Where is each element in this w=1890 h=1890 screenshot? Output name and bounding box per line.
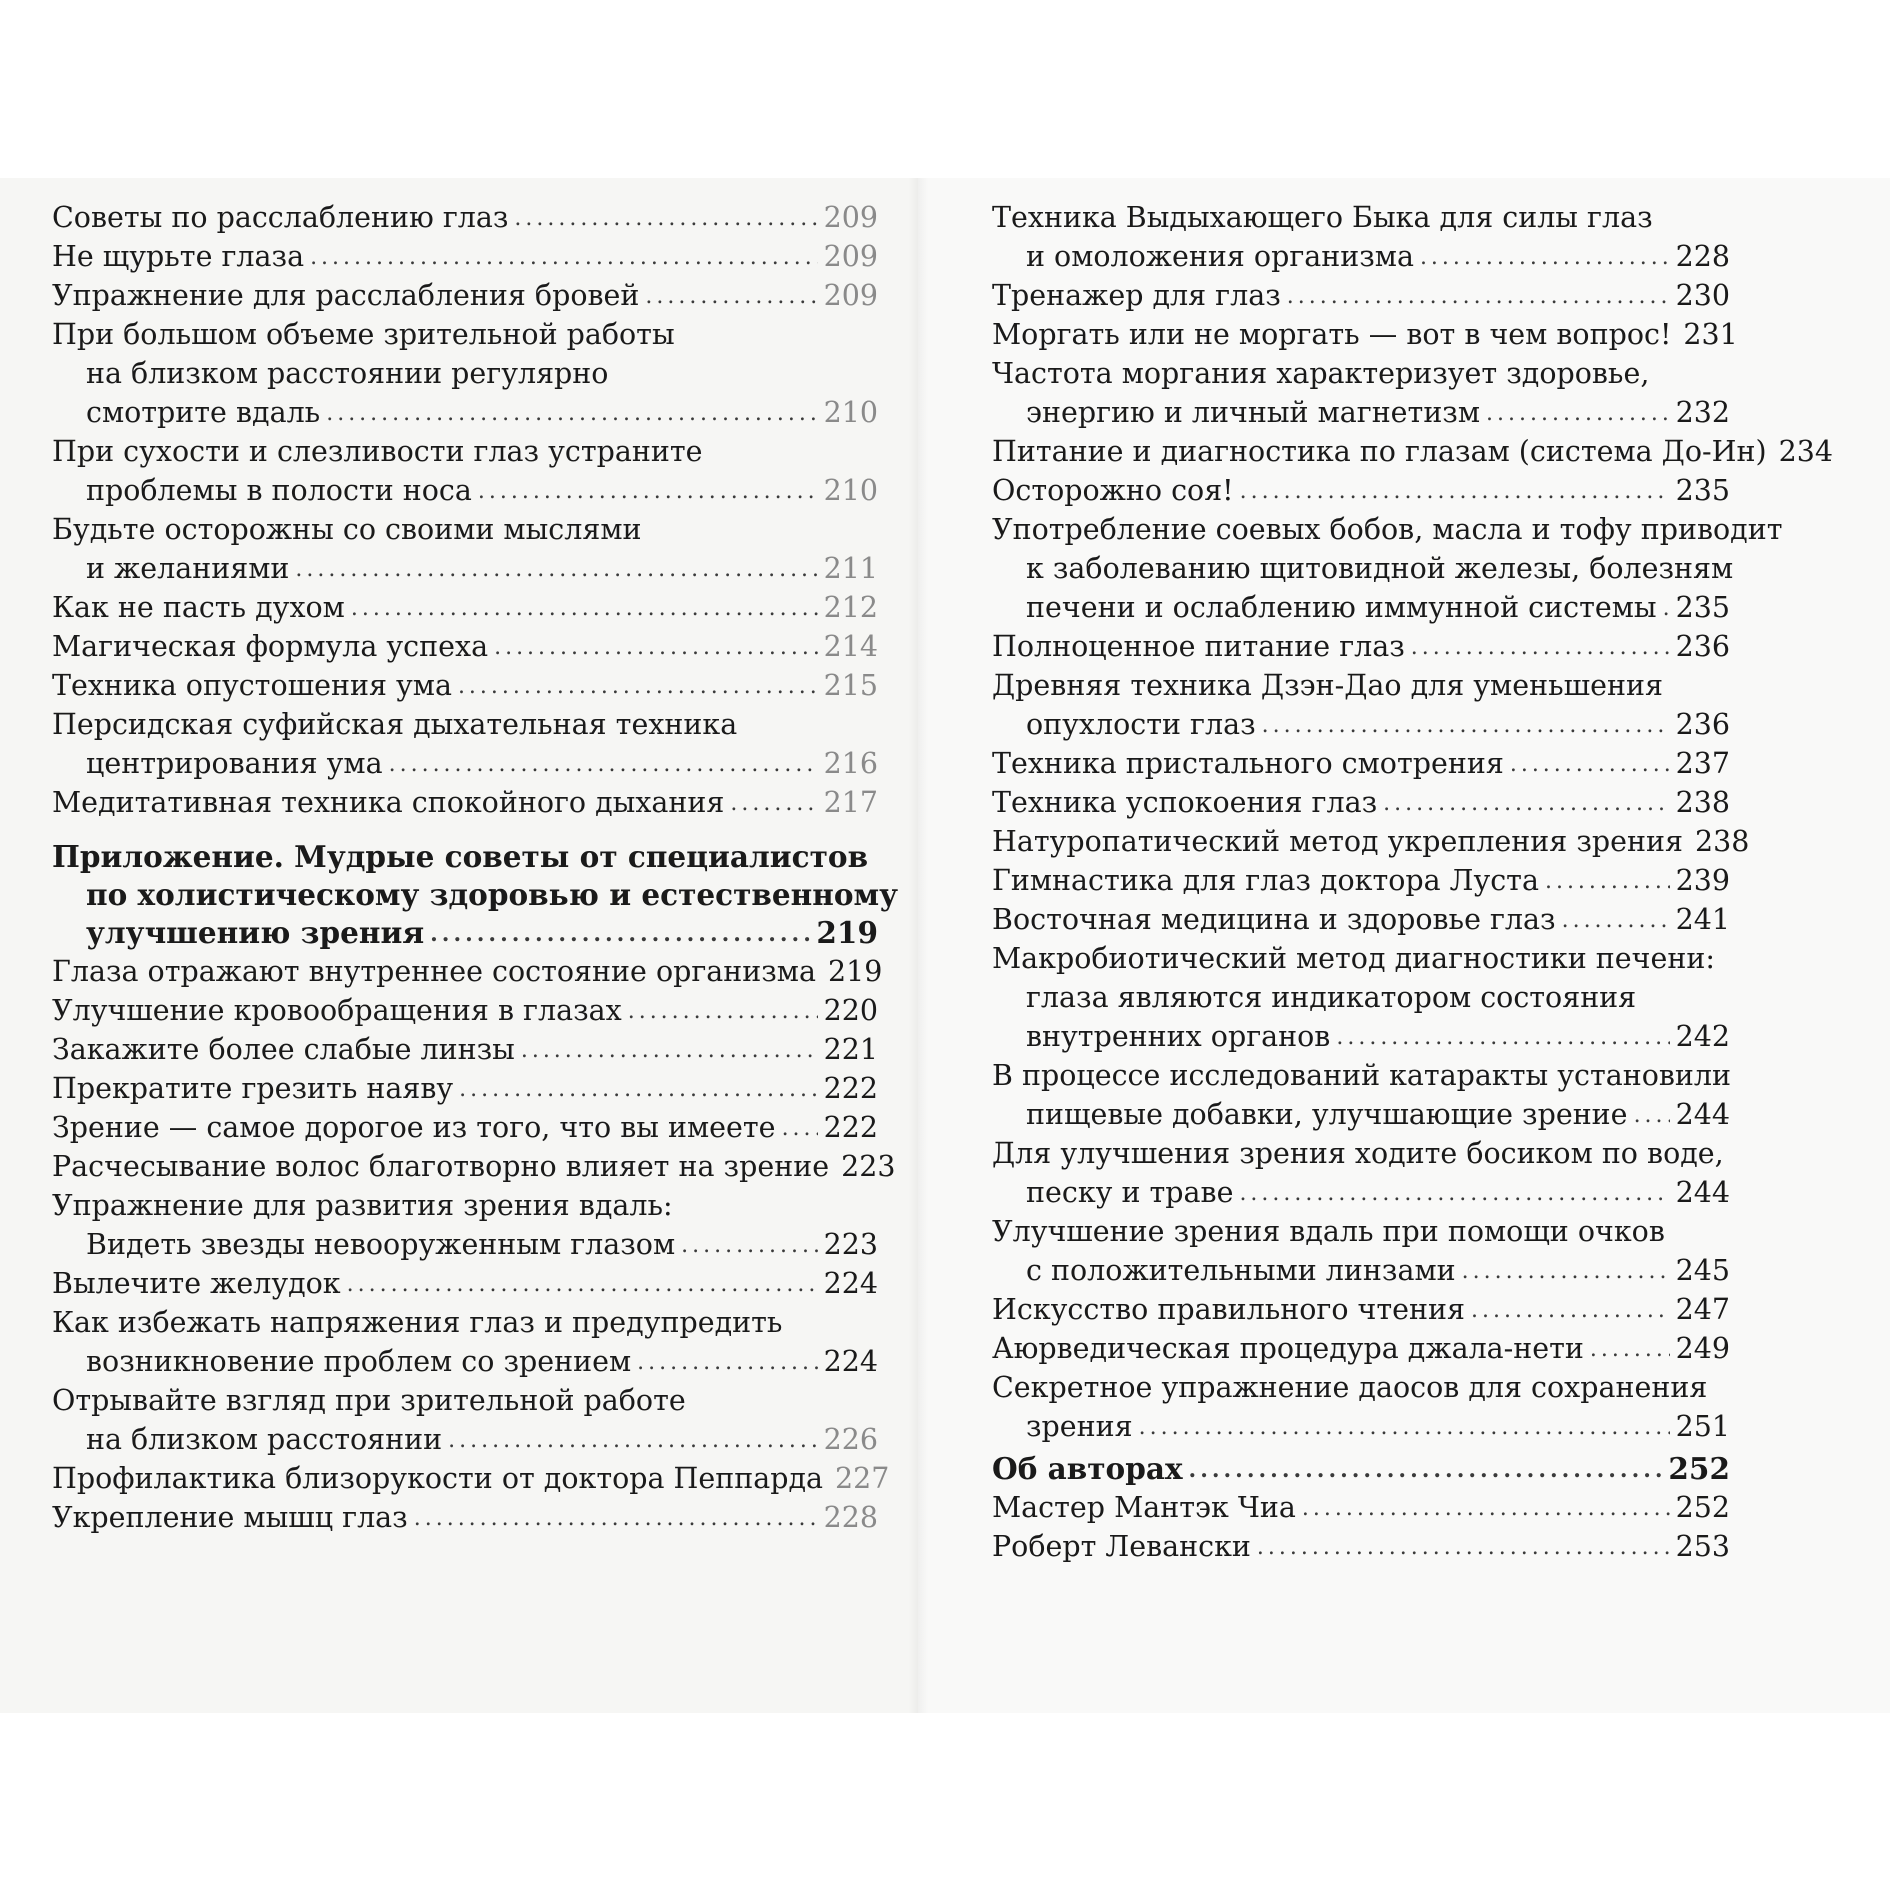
toc-entry-title: При большом объеме зрительной работы xyxy=(52,318,675,351)
toc-entry-line xyxy=(992,627,1730,666)
toc-entry-line xyxy=(992,1056,1730,1095)
toc-page-number: 209 xyxy=(823,201,878,234)
toc-entry-title: Древняя техника Дзэн-Дао для уменьшения xyxy=(992,669,1663,702)
toc-entry-title: с положительными линзами xyxy=(1026,1254,1456,1287)
toc-entry-title: и омоложения организма xyxy=(1026,240,1414,273)
toc-entry-line xyxy=(52,1459,890,1498)
toc-entry-line xyxy=(992,354,1730,393)
toc-page-number: 253 xyxy=(1675,1530,1730,1563)
toc-entry-title: к заболеванию щитовидной железы, болезням xyxy=(1026,552,1734,585)
toc-entry-line xyxy=(992,822,1750,861)
dot-leader xyxy=(1634,1096,1670,1135)
dot-leader xyxy=(1411,628,1670,667)
toc-entry xyxy=(992,198,1730,276)
dot-leader xyxy=(459,1070,817,1109)
toc-entry-line xyxy=(992,1173,1730,1212)
toc-entry-title: проблемы в полости носа xyxy=(86,474,472,507)
toc-page-number: 247 xyxy=(1675,1293,1730,1326)
toc-entry-line xyxy=(52,276,878,315)
dot-leader xyxy=(1562,901,1670,940)
toc-entry-line xyxy=(992,1251,1730,1290)
toc-entry-line xyxy=(52,1420,878,1459)
toc-entry xyxy=(992,783,1730,822)
toc-entry-line xyxy=(992,861,1730,900)
toc-entry-title: внутренних органов xyxy=(1026,1020,1331,1053)
book-spread xyxy=(0,178,1890,1713)
toc-entry-line xyxy=(52,1108,878,1147)
toc-entry-title: Расчесывание волос благотворно влияет на зрение xyxy=(52,1150,830,1183)
dot-leader xyxy=(1287,277,1670,316)
toc-entry-line xyxy=(52,1381,878,1420)
toc-entry-title: Употребление соевых бобов, масла и тофу приводит xyxy=(992,513,1783,546)
right-toc-list xyxy=(992,198,1834,1566)
toc-entry-line xyxy=(992,1290,1730,1329)
toc-entry xyxy=(992,627,1730,666)
toc-entry-title: Улучшение зрения вдаль при помощи очков xyxy=(992,1215,1665,1248)
toc-page-number: 210 xyxy=(823,474,878,507)
toc-entry-title: улучшению зрения xyxy=(86,915,425,950)
toc-page-number: 237 xyxy=(1675,747,1730,780)
toc-entry-title: Вылечите желудок xyxy=(52,1267,341,1300)
dot-leader xyxy=(1590,1330,1670,1369)
toc-page-number: 236 xyxy=(1675,630,1730,663)
toc-entry-title: Советы по расслаблению глаз xyxy=(52,201,509,234)
toc-page-number: 223 xyxy=(823,1228,878,1261)
toc-page-number: 239 xyxy=(1675,864,1730,897)
toc-entry-title: Макробиотический метод диагностики печени: xyxy=(992,942,1715,975)
toc-entry-title: зрения xyxy=(1026,1410,1133,1443)
toc-entry-line xyxy=(52,783,878,822)
dot-leader xyxy=(1545,862,1670,901)
toc-page-number: 234 xyxy=(1778,435,1834,468)
toc-entry xyxy=(52,1147,896,1186)
toc-entry xyxy=(52,198,878,237)
toc-page-number: 228 xyxy=(1675,240,1730,273)
toc-entry-title: Питание и диагностика по глазам (система До-Ин) xyxy=(992,435,1767,468)
toc-entry xyxy=(52,510,878,588)
toc-page-number: 224 xyxy=(823,1345,878,1378)
dot-leader xyxy=(1471,1291,1670,1330)
toc-entry-title: Полноценное питание глаз xyxy=(992,630,1405,663)
toc-entry-title: Не щурьте глаза xyxy=(52,240,305,273)
toc-entry-line xyxy=(52,1186,878,1225)
toc-page-number: 238 xyxy=(1675,786,1730,819)
toc-page-number: 244 xyxy=(1675,1176,1730,1209)
toc-entry xyxy=(52,627,878,666)
toc-entry-line xyxy=(52,237,878,276)
dot-leader xyxy=(430,915,810,953)
toc-entry xyxy=(52,237,878,276)
toc-entry xyxy=(992,1450,1730,1488)
dot-leader xyxy=(514,199,817,238)
toc-entry xyxy=(52,952,883,991)
toc-entry xyxy=(992,939,1730,1056)
toc-page-number: 230 xyxy=(1675,279,1730,312)
toc-entry xyxy=(52,1381,878,1459)
toc-entry-title: Закажите более слабые линзы xyxy=(52,1033,515,1066)
toc-page-number: 224 xyxy=(823,1267,878,1300)
toc-entry-title: Моргать или не моргать — вот в чем вопрос! xyxy=(992,318,1672,351)
toc-entry xyxy=(992,1212,1730,1290)
toc-entry-line xyxy=(52,705,878,744)
toc-entry-title: смотрите вдаль xyxy=(86,396,321,429)
toc-entry-line xyxy=(52,627,878,666)
toc-entry-line xyxy=(52,838,878,876)
toc-entry-title: Магическая формула успеха xyxy=(52,630,489,663)
toc-page-number: 241 xyxy=(1675,903,1730,936)
toc-entry-line xyxy=(992,1450,1730,1488)
toc-page-number: 221 xyxy=(823,1033,878,1066)
toc-entry-title: В процессе исследований катаракты установили xyxy=(992,1059,1732,1092)
toc-entry xyxy=(992,1329,1730,1368)
toc-entry-title: Видеть звезды невооруженным глазом xyxy=(86,1228,676,1261)
toc-page-number: 232 xyxy=(1675,396,1730,429)
toc-entry-line xyxy=(52,876,898,914)
toc-entry-line xyxy=(992,1017,1730,1056)
toc-entry-line xyxy=(992,1488,1730,1527)
toc-entry xyxy=(52,1186,878,1264)
toc-entry xyxy=(992,315,1738,354)
toc-page-number: 245 xyxy=(1675,1254,1730,1287)
toc-entry-line xyxy=(992,276,1730,315)
dot-leader xyxy=(494,628,818,667)
toc-entry-line xyxy=(992,198,1730,237)
toc-entry-line xyxy=(992,1212,1730,1251)
toc-entry-title: Мастер Мантэк Чиа xyxy=(992,1491,1296,1524)
dot-leader xyxy=(414,1499,818,1538)
toc-page-number: 235 xyxy=(1675,474,1730,507)
toc-entry-line xyxy=(992,1407,1730,1446)
toc-entry-title: Натуропатический метод укрепления зрения xyxy=(992,825,1683,858)
toc-entry-line xyxy=(992,471,1730,510)
toc-entry-title: Упражнение для расслабления бровей xyxy=(52,279,640,312)
dot-leader xyxy=(1462,1252,1670,1291)
toc-entry-title: Улучшение кровообращения в глазах xyxy=(52,994,622,1027)
toc-page-number: 226 xyxy=(823,1423,878,1456)
toc-entry-line xyxy=(52,510,878,549)
toc-entry-title: Роберт Левански xyxy=(992,1530,1251,1563)
toc-entry-title: возникновение проблем со зрением xyxy=(86,1345,632,1378)
toc-page-number: 228 xyxy=(823,1501,878,1534)
toc-entry-line xyxy=(52,1225,878,1264)
toc-entry-title: Укрепление мышц глаз xyxy=(52,1501,408,1534)
toc-page-number: 242 xyxy=(1675,1020,1730,1053)
toc-entry-line xyxy=(52,1264,878,1303)
toc-entry-line xyxy=(52,432,878,471)
toc-entry xyxy=(52,1303,878,1381)
toc-entry-title: пищевые добавки, улучшающие зрение xyxy=(1026,1098,1628,1131)
toc-entry-line xyxy=(52,198,878,237)
dot-leader xyxy=(1262,706,1670,745)
dot-leader xyxy=(1383,784,1669,823)
toc-entry-title: Будьте осторожны со своими мыслями xyxy=(52,513,642,546)
toc-entry-line xyxy=(992,510,1783,549)
dot-leader xyxy=(730,784,817,823)
toc-entry-title: Об авторах xyxy=(992,1451,1183,1486)
toc-entry-line xyxy=(992,315,1738,354)
dot-leader xyxy=(681,1226,817,1265)
toc-entry xyxy=(52,1459,890,1498)
toc-entry-title: Техника пристального смотрения xyxy=(992,747,1504,780)
toc-entry xyxy=(52,838,898,952)
toc-entry-line xyxy=(52,1498,878,1537)
toc-entry-title: Гимнастика для глаз доктора Луста xyxy=(992,864,1539,897)
toc-entry xyxy=(992,744,1730,783)
toc-entry-title: Профилактика близорукости от доктора Пеппарда xyxy=(52,1462,824,1495)
toc-entry xyxy=(992,1056,1730,1134)
dot-leader xyxy=(478,472,818,511)
toc-page-number: 222 xyxy=(823,1072,878,1105)
toc-entry-line xyxy=(52,1303,878,1342)
toc-entry-title: Восточная медицина и здоровье глаз xyxy=(992,903,1556,936)
toc-page-number: 227 xyxy=(835,1462,890,1495)
toc-entry xyxy=(52,315,878,432)
toc-page-number: 236 xyxy=(1675,708,1730,741)
toc-entry-line xyxy=(52,1342,878,1381)
toc-entry-line xyxy=(52,393,878,432)
toc-entry xyxy=(52,1030,878,1069)
dot-leader xyxy=(628,992,818,1031)
dot-leader xyxy=(458,667,818,706)
toc-entry xyxy=(992,354,1730,432)
toc-entry-title: энергию и личный магнетизм xyxy=(1026,396,1481,429)
toc-entry-title: на близком расстоянии регулярно xyxy=(86,357,609,390)
toc-page-number: 209 xyxy=(823,279,878,312)
toc-entry-title: Техника опустошения ума xyxy=(52,669,452,702)
dot-leader xyxy=(326,394,817,433)
toc-entry-line xyxy=(52,666,878,705)
toc-entry-line xyxy=(52,1030,878,1069)
toc-entry xyxy=(52,783,878,822)
toc-entry-line xyxy=(992,744,1730,783)
toc-entry xyxy=(992,276,1730,315)
toc-entry-title: Тренажер для глаз xyxy=(992,279,1281,312)
toc-entry-title: Персидская суфийская дыхательная техника xyxy=(52,708,738,741)
toc-entry xyxy=(992,432,1834,471)
book-gutter xyxy=(908,178,928,1713)
right-page xyxy=(918,178,1890,1713)
toc-page-number: 209 xyxy=(823,240,878,273)
toc-entry-line xyxy=(992,1527,1730,1566)
toc-entry-line xyxy=(52,991,878,1030)
toc-entry-title: Глаза отражают внутреннее состояние организма xyxy=(52,955,816,988)
toc-page-number: 217 xyxy=(823,786,878,819)
dot-leader xyxy=(645,277,817,316)
toc-entry-title: песку и траве xyxy=(1026,1176,1234,1209)
toc-entry xyxy=(992,1527,1730,1566)
toc-entry xyxy=(992,1134,1730,1212)
toc-entry-line xyxy=(52,1069,878,1108)
toc-entry-title: Зрение — самое дорогое из того, что вы имеете xyxy=(52,1111,776,1144)
toc-entry-title: Как избежать напряжения глаз и предупредить xyxy=(52,1306,783,1339)
toc-page-number: 222 xyxy=(823,1111,878,1144)
toc-entry-line xyxy=(992,432,1834,471)
toc-entry-title: Частота моргания характеризует здоровье, xyxy=(992,357,1650,390)
dot-leader xyxy=(1336,1018,1669,1057)
toc-entry xyxy=(992,1290,1730,1329)
toc-entry-line xyxy=(992,900,1730,939)
toc-entry-title: и желаниями xyxy=(86,552,290,585)
toc-entry xyxy=(52,1108,878,1147)
toc-entry-title: Аюрведическая процедура джала-нети xyxy=(992,1332,1584,1365)
toc-page-number: 219 xyxy=(816,915,878,950)
toc-entry-line xyxy=(52,952,883,991)
toc-entry xyxy=(52,432,878,510)
toc-entry-line xyxy=(992,1329,1730,1368)
toc-entry-title: глаза являются индикатором состояния xyxy=(1026,981,1637,1014)
toc-entry xyxy=(52,666,878,705)
toc-entry-title: печени и ослаблению иммунной системы xyxy=(1026,591,1657,624)
toc-page-number: 252 xyxy=(1675,1491,1730,1524)
toc-page-number: 244 xyxy=(1675,1098,1730,1131)
toc-entry-line xyxy=(52,354,878,393)
toc-entry xyxy=(52,276,878,315)
toc-entry-line xyxy=(52,914,878,952)
toc-entry xyxy=(52,991,878,1030)
toc-entry-line xyxy=(992,393,1730,432)
dot-leader xyxy=(310,238,818,277)
toc-entry xyxy=(992,900,1730,939)
dot-leader xyxy=(1257,1528,1670,1567)
toc-page-number: 211 xyxy=(823,552,878,585)
toc-entry-line xyxy=(992,705,1730,744)
toc-page-number: 220 xyxy=(823,994,878,1027)
toc-entry xyxy=(992,1488,1730,1527)
toc-entry-title: Секретное упражнение даосов для сохранения xyxy=(992,1371,1708,1404)
toc-entry-title: Отрывайте взгляд при зрительной работе xyxy=(52,1384,686,1417)
left-page xyxy=(0,178,918,1713)
toc-page-number: 238 xyxy=(1694,825,1750,858)
dot-leader xyxy=(1486,394,1670,433)
dot-leader xyxy=(448,1421,817,1460)
toc-entry xyxy=(992,1368,1730,1446)
dot-leader xyxy=(1302,1489,1670,1528)
toc-entry-title: опухлости глаз xyxy=(1026,708,1256,741)
toc-entry-title: Осторожно соя! xyxy=(992,474,1234,507)
dot-leader xyxy=(295,550,817,589)
toc-entry-line xyxy=(52,744,878,783)
toc-entry-line xyxy=(992,978,1730,1017)
toc-page-number: 219 xyxy=(827,955,883,988)
toc-entry-title: центрирования ума xyxy=(86,747,383,780)
toc-entry-title: Техника Выдыхающего Быка для силы глаз xyxy=(992,201,1653,234)
toc-entry xyxy=(992,861,1730,900)
dot-leader xyxy=(782,1109,818,1148)
toc-entry xyxy=(992,471,1730,510)
dot-leader xyxy=(389,745,818,784)
toc-entry xyxy=(52,705,878,783)
dot-leader xyxy=(637,1343,817,1382)
toc-entry-line xyxy=(52,471,878,510)
toc-page-number: 231 xyxy=(1683,318,1738,351)
toc-entry-line xyxy=(992,237,1730,276)
toc-page-number: 223 xyxy=(841,1150,896,1183)
toc-page-number: 216 xyxy=(823,747,878,780)
left-toc-list xyxy=(52,198,898,1537)
toc-entry-title: Упражнение для развития зрения вдаль: xyxy=(52,1189,673,1222)
dot-leader xyxy=(1139,1408,1670,1447)
toc-entry-line xyxy=(52,1147,896,1186)
dot-leader xyxy=(1510,745,1670,784)
toc-entry-line xyxy=(992,1095,1730,1134)
toc-entry-title: Приложение. Мудрые советы от специалистов xyxy=(52,839,869,874)
toc-entry xyxy=(992,822,1750,861)
toc-entry-line xyxy=(992,549,1734,588)
toc-page-number: 212 xyxy=(823,591,878,624)
dot-leader xyxy=(351,589,818,628)
dot-leader xyxy=(1663,589,1670,628)
toc-entry-title: Искусство правильного чтения xyxy=(992,1293,1465,1326)
toc-entry xyxy=(52,1264,878,1303)
toc-entry-line xyxy=(52,588,878,627)
toc-entry-line xyxy=(992,1368,1730,1407)
toc-entry-line xyxy=(992,1134,1730,1173)
toc-entry xyxy=(992,666,1730,744)
toc-entry-line xyxy=(52,315,878,354)
toc-page-number: 235 xyxy=(1675,591,1730,624)
toc-entry-title: на близком расстоянии xyxy=(86,1423,443,1456)
toc-entry xyxy=(52,1498,878,1537)
toc-entry-title: Прекратите грезить наяву xyxy=(52,1072,454,1105)
toc-page-number: 251 xyxy=(1675,1410,1730,1443)
toc-page-number: 215 xyxy=(823,669,878,702)
toc-entry-title: по холистическому здоровью и естественному xyxy=(86,877,898,912)
toc-entry-line xyxy=(992,666,1730,705)
dot-leader xyxy=(1420,238,1670,277)
toc-page-number: 210 xyxy=(823,396,878,429)
toc-entry-line xyxy=(52,549,878,588)
toc-entry-title: Для улучшения зрения ходите босиком по воде, xyxy=(992,1137,1724,1170)
toc-page-number: 249 xyxy=(1675,1332,1730,1365)
toc-entry-title: При сухости и слезливости глаз устраните xyxy=(52,435,703,468)
toc-entry-line xyxy=(992,939,1730,978)
dot-leader xyxy=(1239,1174,1669,1213)
dot-leader xyxy=(521,1031,818,1070)
toc-entry xyxy=(52,588,878,627)
dot-leader xyxy=(1189,1451,1663,1489)
dot-leader xyxy=(1240,472,1670,511)
toc-entry-title: Медитативная техника спокойного дыхания xyxy=(52,786,725,819)
toc-entry xyxy=(992,510,1783,627)
toc-entry-line xyxy=(992,588,1730,627)
toc-entry-title: Как не пасть духом xyxy=(52,591,345,624)
dot-leader xyxy=(347,1265,818,1304)
toc-page-number: 214 xyxy=(823,630,878,663)
toc-entry xyxy=(52,1069,878,1108)
toc-entry-line xyxy=(992,783,1730,822)
toc-page-number: 252 xyxy=(1668,1451,1730,1486)
toc-entry-title: Техника успокоения глаз xyxy=(992,786,1378,819)
